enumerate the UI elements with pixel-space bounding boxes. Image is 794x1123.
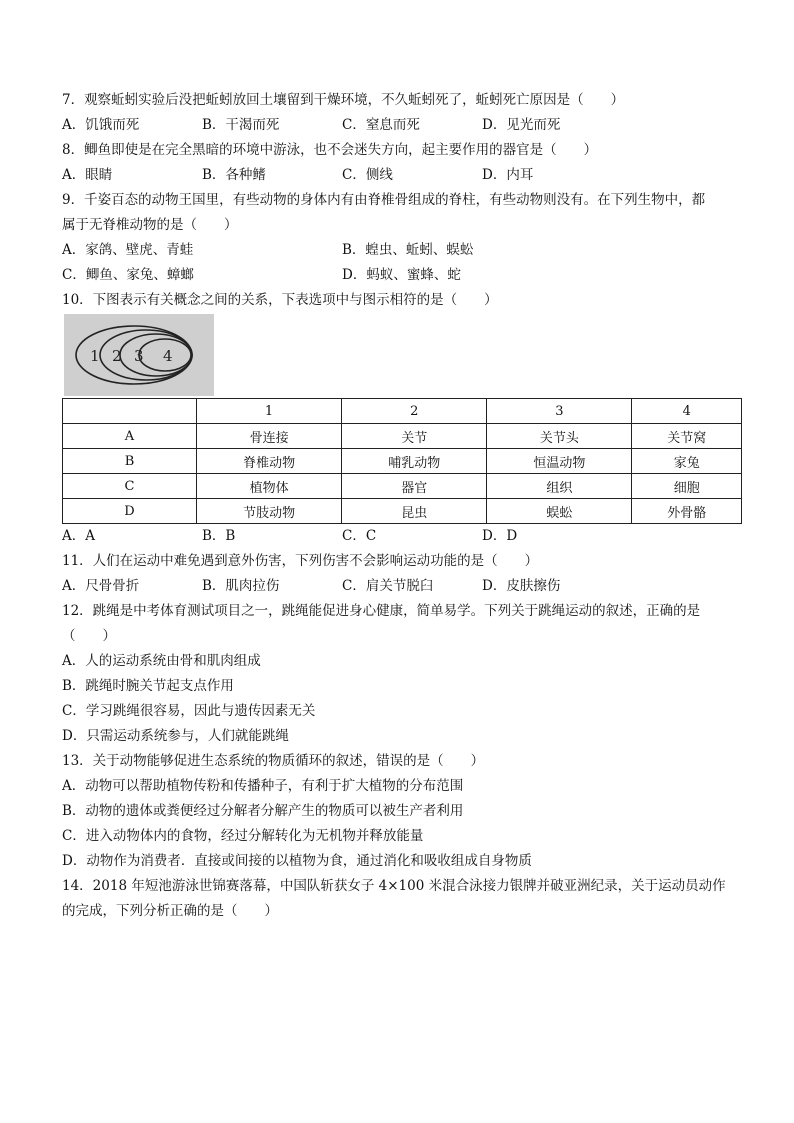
question-7-stem: 7．观察蚯蚓实验后没把蚯蚓放回土壤留到干燥环境，不久蚯蚓死了，蚯蚓死亡原因是（ ）	[62, 92, 625, 108]
table-cell: 细胞	[632, 474, 742, 499]
table-cell: 节肢动物	[197, 499, 342, 524]
option: A．A	[62, 528, 95, 544]
table-cell: 关节头	[487, 424, 632, 449]
option: D．蚂蚁、蜜蜂、蛇	[342, 267, 461, 283]
option: D．皮肤擦伤	[482, 578, 561, 594]
table-cell: 关节窝	[632, 424, 742, 449]
question-14-stem-line2: 的完成，下列分析正确的是（ ）	[62, 903, 278, 919]
option: B．肌肉拉伤	[202, 578, 280, 594]
table-cell: 关节	[342, 424, 487, 449]
table-cell: 恒温动物	[487, 449, 632, 474]
option: A．饥饿而死	[62, 117, 140, 133]
question-14-stem-line1: 14．2018 年短池游泳世锦赛落幕，中国队斩获女子 4×100 米混合泳接力银牌并破亚洲纪录，关于运动员动作	[62, 878, 726, 894]
option: D．见光而死	[482, 117, 561, 133]
table-row	[63, 474, 742, 499]
table-cell: 脊椎动物	[197, 449, 342, 474]
question-8-options	[62, 163, 742, 188]
option: C．进入动物体内的食物，经过分解转化为无机物并释放能量	[62, 828, 424, 844]
question-9-stem-line2: 属于无脊椎动物的是（ ）	[62, 217, 238, 233]
table-cell: 植物体	[197, 474, 342, 499]
option: B．干渴而死	[202, 117, 280, 133]
option: C．侧线	[342, 167, 393, 183]
question-12-stem-line1: 12．跳绳是中考体育测试项目之一，跳绳能促进身心健康，简单易学。下列关于跳绳运动的叙述，正确的是	[62, 603, 701, 619]
option: C．肩关节脱臼	[342, 578, 434, 594]
question-11-options	[62, 574, 742, 599]
table-cell: 外骨骼	[632, 499, 742, 524]
option: C．窒息而死	[342, 117, 420, 133]
question-9-options-row1	[62, 238, 742, 263]
ellipse-label-4: 4	[163, 347, 173, 365]
ellipse-label-3: 3	[134, 347, 144, 365]
option: A．人的运动系统由骨和肌肉组成	[62, 653, 261, 669]
table-cell: 4	[632, 399, 742, 424]
table-cell: 骨连接	[197, 424, 342, 449]
table-cell: C	[63, 474, 197, 499]
option: B．动物的遗体或粪便经过分解者分解产生的物质可以被生产者利用	[62, 803, 464, 819]
option: D．内耳	[482, 167, 534, 183]
table-cell: 昆虫	[342, 499, 487, 524]
option: C．鲫鱼、家兔、蟑螂	[62, 267, 194, 283]
nested-ellipses-figure	[64, 314, 214, 396]
option: C．学习跳绳很容易，因此与遗传因素无关	[62, 703, 316, 719]
table-row	[63, 499, 742, 524]
option: A．眼睛	[62, 167, 113, 183]
question-9-options-row2	[62, 263, 742, 288]
table-cell: 1	[197, 399, 342, 424]
ellipse-label-2: 2	[112, 347, 122, 365]
option: D．动物作为消费者．直接或间接的以植物为食，通过消化和吸收组成自身物质	[62, 853, 532, 869]
ellipse-label-1: 1	[90, 347, 100, 365]
question-10-stem: 10．下图表示有关概念之间的关系，下表选项中与图示相符的是（ ）	[62, 292, 498, 308]
option: B．跳绳时腕关节起支点作用	[62, 678, 234, 694]
question-10-options	[62, 524, 742, 549]
table-cell	[63, 399, 197, 424]
option: A．尺骨骨折	[62, 578, 140, 594]
table-cell: 2	[342, 399, 487, 424]
question-12-stem-line2: （ ）	[62, 628, 116, 644]
option: B．B	[202, 528, 236, 544]
table-row	[63, 424, 742, 449]
question-11-stem: 11．人们在运动中难免遇到意外伤害，下列伤害不会影响运动功能的是（ ）	[62, 553, 539, 569]
option: C．C	[342, 528, 377, 544]
question-7-options	[62, 113, 742, 138]
table-row	[63, 449, 742, 474]
table-cell: D	[63, 499, 197, 524]
exam-page	[62, 88, 742, 924]
option: D．只需运动系统参与，人们就能跳绳	[62, 728, 289, 744]
question-9-stem-line1: 9．千姿百态的动物王国里，有些动物的身体内有由脊椎骨组成的脊柱，有些动物则没有。在下列生物中，都	[62, 192, 706, 208]
nested-ellipses-diagram	[64, 314, 214, 396]
option: D．D	[482, 528, 518, 544]
option: A．动物可以帮助植物传粉和传播种子，有利于扩大植物的分布范围	[62, 778, 464, 794]
table-cell: 器官	[342, 474, 487, 499]
table-cell: A	[63, 424, 197, 449]
table-header-row	[63, 399, 742, 424]
table-cell: 组织	[487, 474, 632, 499]
option: A．家鸽、壁虎、青蛙	[62, 242, 194, 258]
option: B．各种鳍	[202, 167, 266, 183]
table-cell: 哺乳动物	[342, 449, 487, 474]
table-cell: B	[63, 449, 197, 474]
question-8-stem: 8．鲫鱼即使是在完全黑暗的环境中游泳，也不会迷失方向，起主要作用的器官是（ ）	[62, 142, 598, 158]
table-cell: 蜈蚣	[487, 499, 632, 524]
question-13-stem: 13．关于动物能够促进生态系统的物质循环的叙述，错误的是（ ）	[62, 753, 485, 769]
option: B．蝗虫、蚯蚓、蜈蚣	[342, 242, 474, 258]
table-cell: 3	[487, 399, 632, 424]
table-cell: 家兔	[632, 449, 742, 474]
concept-table	[62, 398, 742, 524]
